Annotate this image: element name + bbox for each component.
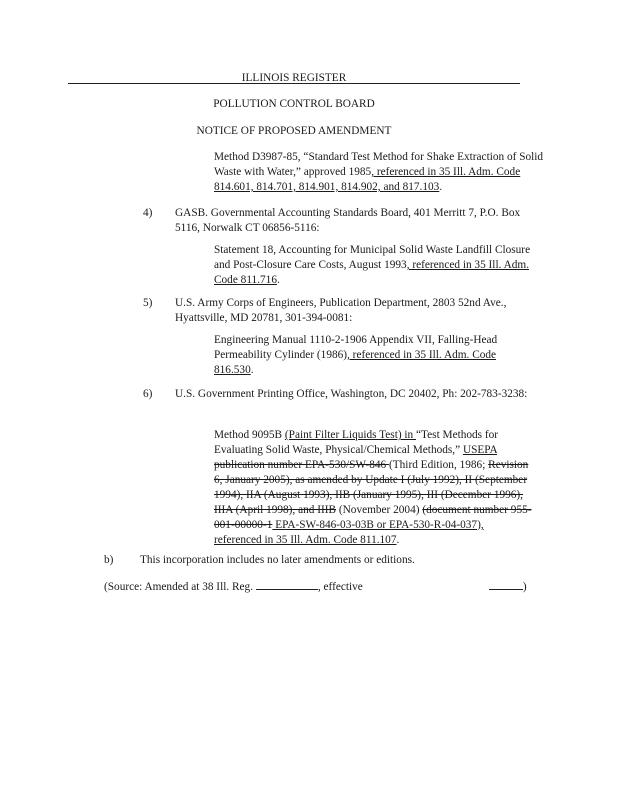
manual-period: . bbox=[250, 364, 254, 376]
item-b-text: This incorporation includes no later amendments or editions. bbox=[140, 554, 415, 566]
method-9095b-inserted-title: (Paint Filter Liquids Test) in bbox=[284, 429, 417, 441]
method-d3987-entry bbox=[214, 150, 544, 195]
item-b-number: b) bbox=[104, 554, 114, 566]
item-5-manual bbox=[214, 333, 534, 378]
method-d3987-text: Method D3987-85, “Standard Test Method for Shake Extraction of Solid Waste with Water,” approved 1985 bbox=[214, 151, 544, 178]
register-title: ILLINOIS REGISTER bbox=[241, 72, 347, 84]
item-6-organization: U.S. Government Printing Office, Washington, DC 20402, Ph: 202-783-3238: bbox=[175, 388, 528, 400]
source-effective: , effective bbox=[317, 581, 363, 593]
method-9095b-test-methods: “Test Methods for Evaluating Solid Waste, Physical/Chemical Methods,” bbox=[214, 429, 499, 456]
source-register-blank bbox=[256, 578, 318, 590]
method-9095b-edition: (Third Edition, 1986; bbox=[389, 459, 489, 471]
source-close: ) bbox=[522, 581, 527, 593]
method-9095b-usepa: USEPA bbox=[462, 444, 498, 456]
manual-text: Engineering Manual 1110-2-1906 Appendix VII, Falling-Head Permeability Cylinder (1986) bbox=[214, 334, 498, 361]
header-rule bbox=[68, 83, 520, 84]
item-5-organization: U.S. Army Corps of Engineers, Publication Department, 2803 52nd Ave., Hyattsville, MD 20781, 301-394-0081: bbox=[175, 297, 507, 324]
item-4-organization: GASB. Governmental Accounting Standards Board, 401 Merritt 7, P.O. Box 5116, Norwalk CT 06856-5116: bbox=[175, 207, 521, 234]
source-date-blank bbox=[489, 578, 523, 590]
method-9095b-deleted-publication: publication number EPA-530/SW-846 bbox=[214, 459, 389, 471]
notice-title: NOTICE OF PROPOSED AMENDMENT bbox=[196, 125, 392, 137]
statement-18-reference: , referenced in 35 Ill. Adm. Code 811.716 bbox=[214, 259, 530, 286]
method-9095b-period: . bbox=[396, 534, 400, 546]
source-text: (Source: Amended at 38 Ill. Reg. bbox=[104, 581, 256, 593]
method-9095b-deleted-updates: Revision 6, January 2005), as amended by Update I (July 1992), II (September 1994), IIA (August 1993), IIB (January 1995), III (December 1996), IIIA (April 1998), and IIIB bbox=[214, 459, 529, 516]
manual-reference: , referenced in 35 Ill. Adm. Code 816.530 bbox=[214, 349, 497, 376]
item-4-number: 4) bbox=[143, 207, 153, 219]
item-6-number: 6) bbox=[143, 388, 153, 400]
method-9095b-new-reference: EPA-SW-846-03-03B or EPA-530-R-04-037), referenced in 35 Ill. Adm. Code 811.107 bbox=[214, 519, 484, 546]
source-note bbox=[104, 578, 534, 595]
statement-18-text: Statement 18, Accounting for Municipal Solid Waste Landfill Closure and Post-Closure Care Costs, August 1993 bbox=[214, 244, 531, 271]
method-d3987-period: . bbox=[439, 181, 443, 193]
statement-18-period: . bbox=[276, 274, 280, 286]
method-9095b-november: (November 2004) bbox=[336, 504, 423, 516]
item-6-method-9095b bbox=[214, 428, 534, 548]
item-4-statement bbox=[214, 243, 534, 288]
method-9095b-deleted-document: (document number 955-001-00000-1 bbox=[214, 504, 532, 531]
method-9095b-name: Method 9095B bbox=[214, 429, 285, 441]
board-title: POLLUTION CONTROL BOARD bbox=[213, 98, 375, 110]
method-d3987-reference: , referenced in 35 Ill. Adm. Code 814.601, 814.701, 814.901, 814.902, and 817.103 bbox=[214, 166, 521, 193]
item-5-number: 5) bbox=[143, 297, 153, 309]
